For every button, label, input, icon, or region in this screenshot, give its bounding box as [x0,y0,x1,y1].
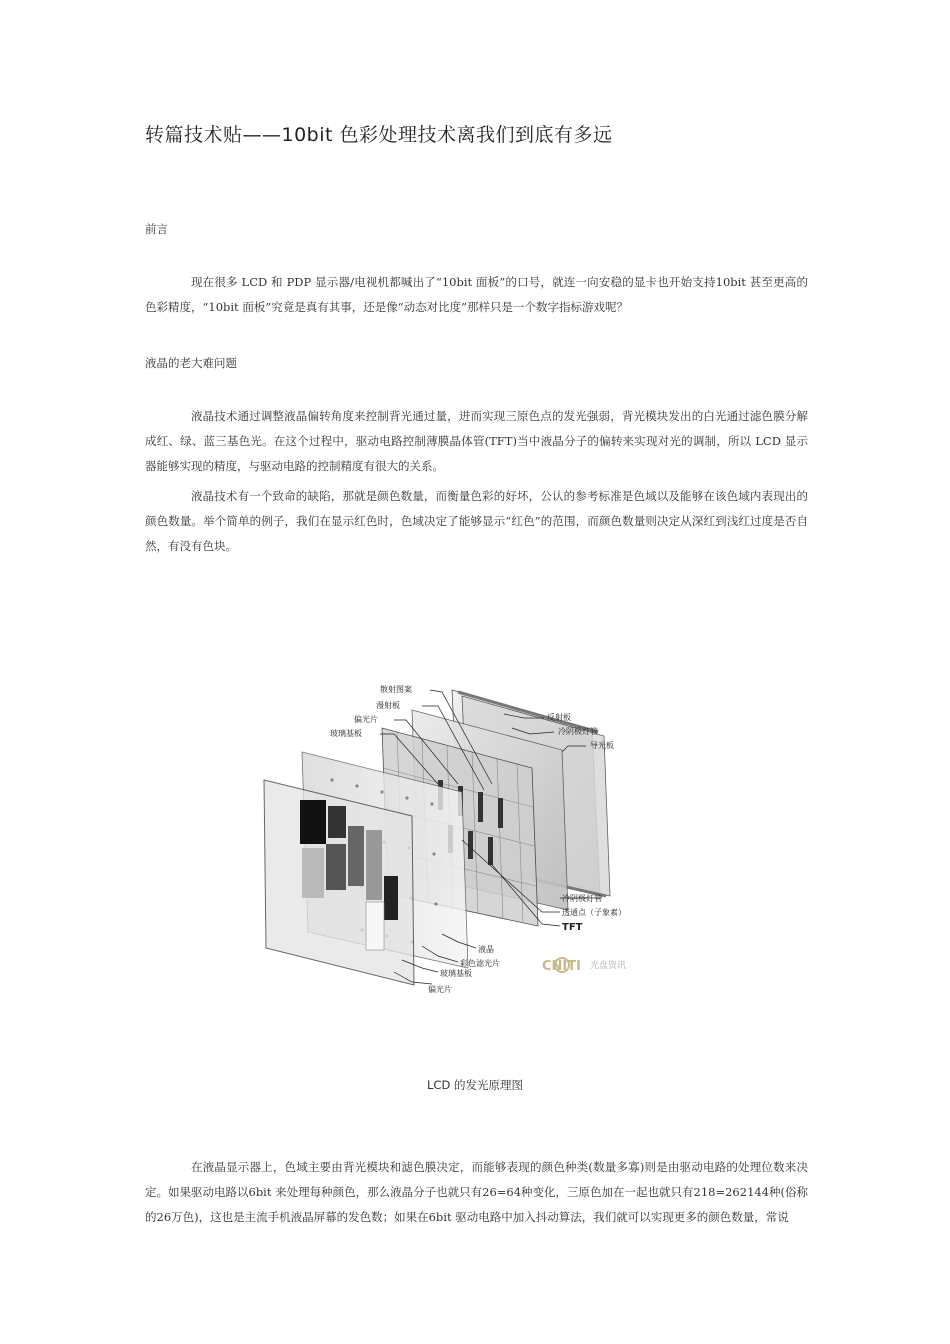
label-polarizer-bottom: 偏光片 [428,985,452,994]
preface-paragraph: 现在很多 LCD 和 PDP 显示器/电视机都喊出了“10bit 面板”的口号，就连一向安稳的显卡也开始支持10bit 甚至更高的色彩精度，“10bit 面板”究竟是真有其事，还是像“动态对比度”那样只是一个数字指标游戏呢？ [145,275,808,314]
label-ccfl-top: 冷阴极灯管 [558,727,598,736]
section-heading-preface: 前言 [145,222,168,236]
lcd-defect-paragraph: 液晶技术有一个致命的缺陷，那就是颜色数量，而衡量色彩的好坏，公认的参考标准是色域以及能够在该色域内表现出的颜色数量。举个简单的例子，我们在显示红色时，色域决定了能够显示“红色”的范围，而颜色数量则决定从深红到浅红过度是否自然，有没有色块。 [145,489,808,553]
section-heading-lcd-problem: 液晶的老大难问题 [145,356,237,370]
label-reflector: 反射板 [547,713,571,722]
label-polarizer-top: 偏光片 [354,715,378,724]
label-diffuse-pattern: 散射图案 [380,685,412,694]
watermark-text: 光盘资讯 [590,961,627,971]
label-ccfl-bottom: 冷阴极灯管 [562,894,602,903]
label-glass-bottom: 玻璃基板 [440,969,472,978]
color-depth-paragraph: 在液晶显示器上，色域主要由背光模块和滤色膜决定，而能够表现的颜色种类(数量多寡)则是由驱动电路的处理位数来决定。如果驱动电路以6bit 来处理每种颜色，那么液晶分子也就只有26=64种变化，三原色加在一起也就只有218=262144种(俗称的26万色)，这也是主流手机液晶屏幕的发色数；如果在6bit 驱动电路中加入抖动算法，我们就可以实现更多的颜色数量，常说 [145,1160,809,1224]
label-liquid-crystal: 液晶 [478,945,494,954]
lcd-structure-diagram [262,680,657,1000]
watermark-logo: CNITI [542,959,581,974]
figure-caption: LCD 的发光原理图 [427,1078,523,1092]
label-light-guide: 导光板 [590,741,614,750]
lcd-principle-paragraph: 液晶技术通过调整液晶偏转角度来控制背光通过量，进而实现三原色点的发光强弱，背光模块发出的白光通过滤色膜分解成红、绿、蓝三基色光。在这个过程中，驱动电路控制薄膜晶体管(TFT)当中液晶分子的偏转来实现对光的调制，所以 LCD 显示器能够实现的精度，与驱动电路的控制精度有很大的关系。 [145,409,808,473]
label-diffuser: 漫射板 [376,701,400,710]
label-color-filter: 彩色滤光片 [460,959,500,968]
label-pixel-dot: 透通点（子象素） [562,908,626,917]
label-glass-top: 玻璃基板 [330,729,362,738]
label-tft: TFT [562,922,583,933]
document-title: 转篇技术贴——10bit 色彩处理技术离我们到底有多远 [145,124,613,146]
